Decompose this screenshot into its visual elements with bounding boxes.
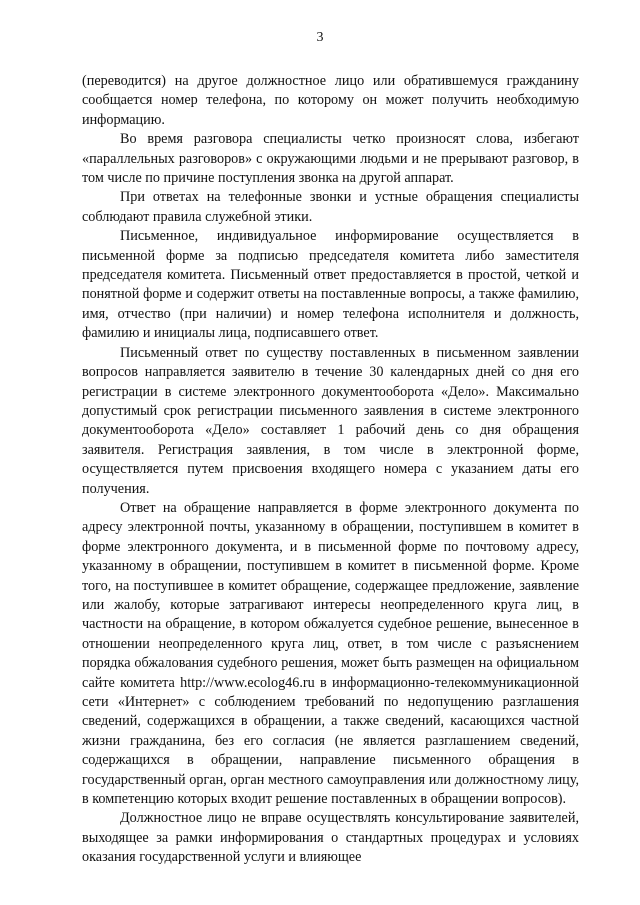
paragraph-1: (переводится) на другое должностное лицо или обратившемуся гражданину сообщается номер телефона, по которому он может получить необходимую информацию. (82, 73, 579, 128)
paragraph-2: Во время разговора специалисты четко произносят слова, избегают «параллельных разговоров» с окружающими людьми и не прерывают разговор, в том числе по причине поступления звонка на другой аппарат. (82, 131, 579, 187)
body-text (82, 72, 579, 868)
paragraph-6: Ответ на обращение направляется в форме электронного документа по адресу электронной почты, указанному в обращении, поступившем в комитет в форме электронного документа, и в письменной форме по почтовому адресу, указанному в обращении, поступившем в комитет в письменной форме. Кроме того, на поступившее в комитет обращение, содержащее предложение, заявление или жалобу, которые затрагивают интересы неопределенного круга лиц, в частности на обращение, в котором обжалуется судебное решение, вынесенное в отношении неопределенного круга лиц, ответ, в том числе с разъяснением порядка обжалования судебного решения, может быть размещен на официальном сайте комитета http://www.ecolog46.ru в информационно-телекоммуникационной сети «Интернет» с соблюдением требований по недопущению разглашения сведений, содержащихся в обращении, а также сведений, касающихся частной жизни гражданина, без его согласия (не является разглашением сведений, содержащихся в обращении, направление письменного обращения в государственный орган, орган местного самоуправления или должностному лицу, в компетенцию которых входит решение поставленных в обращении вопросов). (82, 499, 579, 808)
page-number: 3 (316, 30, 324, 45)
paragraph-3: При ответах на телефонные звонки и устные обращения специалисты соблюдают правила служебной этики. (82, 189, 579, 225)
paragraph-4: Письменное, индивидуальное информирование осуществляется в письменной форме за подписью председателя комитета либо заместителя председателя комитета. Письменный ответ предоставляется в простой, четкой и понятной форме и содержит ответы на поставленные вопросы, а также фамилию, имя, отчество (при наличии) и номер телефона исполнителя и должность, фамилию и инициалы лица, подписавшего ответ. (82, 228, 579, 342)
paragraph-5: Письменный ответ по существу поставленных в письменном заявлении вопросов направляется заявителю в течение 30 календарных дней со дня его регистрации в системе электронного документооборота «Дело». Максимально допустимый срок регистрации письменного заявления в системе электронного документооборота «Дело» составляет 1 рабочий день со дня обращения заявителя. Регистрация заявления, в том числе в электронной форме, осуществляется путем присвоения входящего номера с указанием даты его получения. (82, 344, 579, 497)
paragraph-7: Должностное лицо не вправе осуществлять консультирование заявителей, выходящее за рамки информирования о стандартных процедурах и условиях оказания государственной услуги и влияющее (82, 810, 579, 866)
